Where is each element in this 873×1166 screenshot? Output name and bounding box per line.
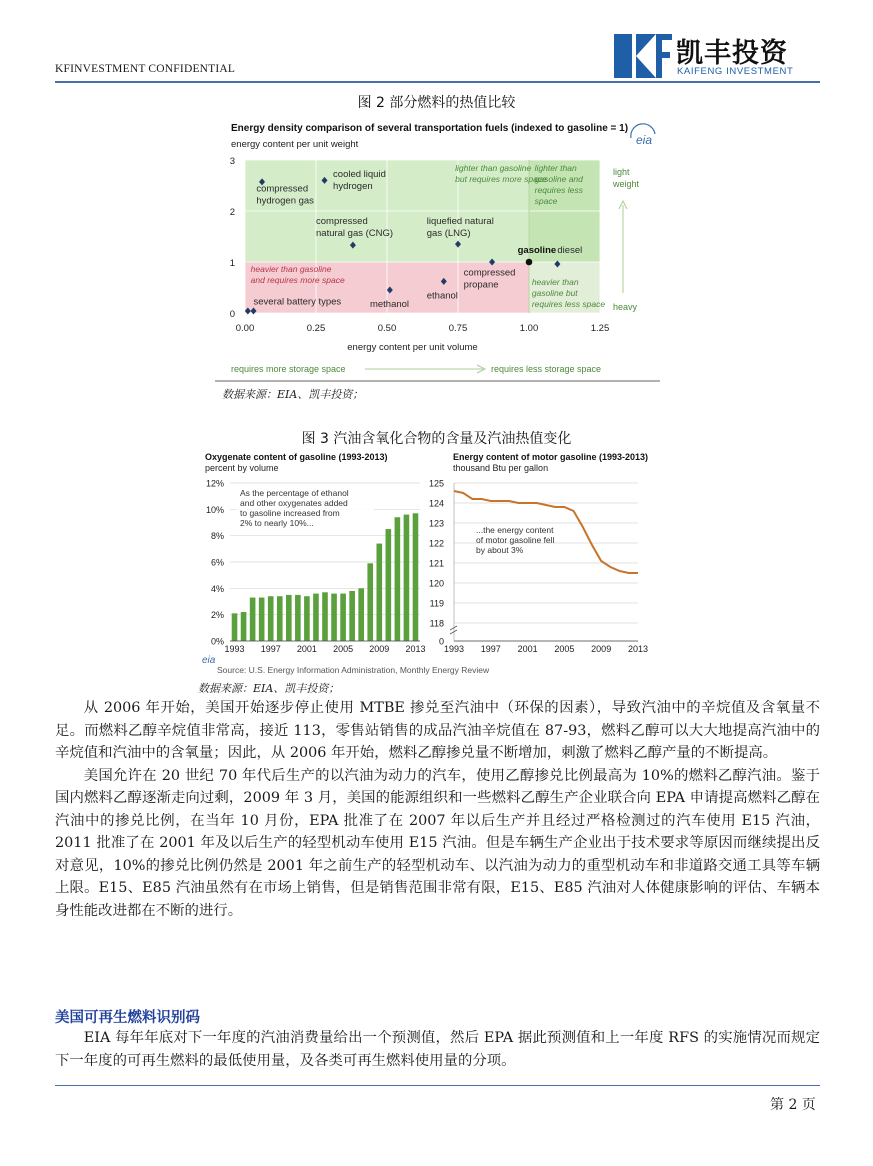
bar-annotation: As the percentage of ethanol (240, 488, 349, 498)
bar-2002 (313, 594, 319, 641)
label-battery: several battery types (253, 296, 342, 308)
eia-source-note: Source: U.S. Energy Information Administration, Monthly Energy Review (217, 665, 490, 675)
bar-y-tick-label: 2% (210, 610, 224, 621)
note-lighter-less-space: lighter than (534, 163, 577, 174)
storage-label-less: requires less storage space (491, 364, 602, 374)
bar-2006 (349, 591, 355, 641)
storage-label-more: requires more storage space (231, 364, 346, 374)
oxygenate-and-energy-charts (200, 447, 662, 677)
bar-2003 (322, 592, 328, 641)
bar-1994 (241, 612, 247, 641)
y-tick-label: 0 (229, 309, 235, 320)
label-diesel: diesel (557, 244, 583, 256)
line-annotation: ...the energy content (476, 525, 554, 535)
paragraph-3: EIA 每年年底对下一年度的汽油消费量给出一个预测值，然后 EPA 据此预测值和上一年度 RFS 的实施情况而规定下一年度的可再生燃料的最低使用量，及各类可再生燃料使用量的分项。 (55, 1030, 820, 1069)
paragraph-2: 美国允许在 20 世纪 70 年代后生产的以汽油为动力的汽车，使用乙醇掺兑比例最高为 10%的燃料乙醇汽油。鉴于国内燃料乙醇逐渐走向过剩，2009 年 3 月，美国的能源组织和一些燃料乙醇生产企业联合向 EPA 申请提高燃料乙醇在汽油中的掺兑比例，在当年 10 月份，EPA 批准了在 2007 年以后生产并且经过严格检测过的汽车使用 E15 汽油，2011 批准了在 2001 年及以后生产的轻型机动车使用 E15 汽油。但是车辆生产企业出于技术要求等原因而继续提出反对意见，10%的掺兑比例仍然是 2001 年之前生产的轻型机动车、以汽油为动力的重型机动车和非道路交通工具等车辆上限。E15、E85 汽油虽然有在市场上销售，但是销售范围非常有限，E15、E85 汽油对人体健康影响的评估、车辆本身性能改进都在不断的进行。 (55, 767, 820, 919)
point-gasoline (526, 259, 533, 266)
label-compressed-propane: propane (463, 279, 499, 291)
confidential-label: KFINVESTMENT CONFIDENTIAL (55, 63, 236, 75)
line-y-tick-label: 123 (428, 518, 444, 529)
bar-x-tick-label: 2013 (405, 644, 426, 654)
bar-annotation: 2% to nearly 10%... (240, 518, 314, 528)
label-compressed-hydrogen: compressed (256, 183, 309, 195)
figure-3-caption: 图 3 汽油含氧化合物的含量及汽油热值变化 (301, 431, 572, 447)
bar-y-tick-label: 12% (205, 478, 224, 489)
bar-2008 (367, 563, 373, 641)
note-lighter-more-space: but requires more space (455, 174, 547, 185)
y-tick-label: 1 (229, 258, 235, 269)
body-text (55, 697, 820, 922)
bar-2009 (376, 544, 382, 641)
bar-2004 (331, 594, 337, 641)
bar-y-tick-label: 8% (210, 531, 224, 542)
energy-density-scatter-chart (215, 113, 665, 383)
note-heavier-more-space: heavier than gasoline (250, 264, 332, 275)
logo-english-name: KAIFENG INVESTMENT (677, 66, 794, 77)
header-divider (55, 81, 820, 83)
bar-2000 (295, 595, 301, 641)
bar-y-tick-label: 4% (210, 583, 224, 594)
bar-x-tick-label: 2001 (296, 644, 317, 654)
footer-divider (55, 1085, 820, 1086)
line-x-tick-label: 2005 (554, 644, 575, 654)
line-chart-title: Energy content of motor gasoline (1993-2013) (453, 452, 649, 462)
bar-x-tick-label: 1993 (224, 644, 245, 654)
logo-chinese-name: 凯丰投资 (676, 38, 788, 69)
label-compressed-propane: compressed (463, 267, 516, 279)
bar-1995 (250, 598, 256, 641)
line-chart-y-label: thousand Btu per gallon (453, 463, 549, 473)
note-heavier-more-space: and requires more space (250, 275, 345, 286)
bar-x-tick-label: 2009 (369, 644, 390, 654)
line-y-tick-label: 120 (428, 578, 444, 589)
note-heavier-less-space: requires less space (531, 298, 606, 309)
side-label-light-weight: weight (613, 179, 640, 189)
label-methanol: methanol (369, 298, 410, 310)
figure-3-source: 数据来源：EIA、凯丰投资； (198, 682, 340, 695)
eia-logo-small: eia (202, 655, 216, 666)
bar-chart-title: Oxygenate content of gasoline (1993-2013) (205, 452, 388, 462)
label-lng: gas (LNG) (426, 227, 471, 239)
line-y-tick-label: 121 (428, 558, 444, 569)
bar-2013 (413, 513, 419, 641)
line-x-tick-label: 2009 (591, 644, 612, 654)
note-heavier-less-space: gasoline but (531, 287, 578, 298)
chart-title: Energy density comparison of several transportation fuels (indexed to gasoline = 1) (231, 123, 629, 134)
body-text-2 (55, 1027, 820, 1072)
x-tick-label: 0.50 (377, 323, 397, 334)
note-lighter-less-space: space (534, 196, 558, 207)
bar-y-tick-label: 6% (210, 557, 224, 568)
line-annotation: of motor gasoline fell (476, 535, 555, 545)
line-annotation: by about 3% (476, 545, 524, 555)
bar-1996 (259, 598, 265, 641)
line-y-tick-label: 122 (428, 538, 444, 549)
bar-2011 (395, 517, 401, 641)
paragraph-1: 从 2006 年开始，美国开始逐步停止使用 MTBE 掺兑至汽油中（环保的因素），导致汽油中的辛烷值及含氧量不足。而燃料乙醇辛烷值非常高，接近 113，零售站销售的成品汽油辛烷值在 87-93，燃料乙醇可以大大地提高汽油中的辛烷值和汽油中的含氧量；因此，从 2006 年开始，燃料乙醇掺兑量不断增加，刺激了燃料乙醇产量的不断提高。 (55, 700, 820, 761)
bar-chart-y-label: percent by volume (205, 463, 279, 473)
label-cooled-liquid-hydrogen: hydrogen (333, 180, 373, 192)
label-cng: compressed (316, 215, 368, 227)
bar-2005 (340, 594, 346, 641)
side-label-light-weight: light (613, 167, 630, 177)
eia-logo (631, 124, 655, 147)
bar-2010 (386, 529, 392, 641)
figure-2-caption: 图 2 部分燃料的热值比较 (357, 95, 516, 111)
chart-x-label: energy content per unit volume (347, 342, 478, 353)
bar-y-tick-label: 10% (205, 504, 224, 515)
x-tick-label: 0.00 (235, 323, 255, 334)
bar-y-tick-label: 0% (210, 636, 224, 647)
bar-1997 (268, 596, 274, 641)
note-lighter-less-space: requires less (534, 185, 583, 196)
line-x-tick-label: 1993 (443, 644, 465, 654)
bar-x-tick-label: 2005 (333, 644, 354, 654)
side-label-heavy: heavy (613, 302, 638, 312)
chart-y-label: energy content per unit weight (231, 139, 359, 150)
x-tick-label: 0.75 (448, 323, 468, 334)
bar-x-tick-label: 1997 (260, 644, 281, 654)
line-x-tick-label: 1997 (480, 644, 501, 654)
line-y-tick-label: 118 (429, 618, 444, 629)
bar-2001 (304, 596, 310, 641)
y-tick-label: 2 (229, 207, 235, 218)
note-lighter-less-space: gasoline and (534, 174, 583, 185)
page-number: 第 2 页 (770, 1097, 816, 1113)
y-tick-label: 3 (229, 156, 235, 167)
line-y-tick-label: 119 (429, 598, 444, 609)
line-x-tick-label: 2013 (627, 644, 649, 654)
x-tick-label: 1.25 (590, 323, 610, 334)
x-tick-label: 0.25 (306, 323, 326, 334)
bar-annotation: and other oxygenates added (240, 498, 348, 508)
line-y-tick-label: 124 (428, 498, 444, 509)
label-lng: liquefied natural (426, 215, 494, 227)
label-compressed-hydrogen: hydrogen gas (256, 195, 314, 207)
bar-annotation: to gasoline increased from (240, 508, 340, 518)
label-cng: natural gas (CNG) (316, 227, 394, 239)
note-lighter-more-space: lighter than gasoline (455, 163, 532, 174)
label-cooled-liquid-hydrogen: cooled liquid (333, 168, 386, 180)
bar-2007 (358, 588, 364, 641)
bar-2012 (404, 515, 410, 641)
line-y-tick-label: 125 (428, 478, 444, 489)
line-y-tick-label: 0 (438, 636, 444, 647)
axis-break-mark (450, 626, 457, 634)
bar-1993 (232, 613, 238, 641)
section-title: 美国可再生燃料识别码 (55, 1010, 200, 1026)
x-tick-label: 1.00 (519, 323, 539, 334)
bar-1999 (286, 595, 292, 641)
svg-text:eia: eia (636, 133, 653, 147)
line-x-tick-label: 2001 (517, 644, 538, 654)
label-gasoline: gasoline (517, 244, 557, 256)
note-heavier-less-space: heavier than (531, 276, 579, 287)
label-ethanol: ethanol (426, 290, 458, 302)
bar-1998 (277, 596, 283, 641)
figure-2-source: 数据来源：EIA、凯丰投资； (222, 388, 364, 401)
